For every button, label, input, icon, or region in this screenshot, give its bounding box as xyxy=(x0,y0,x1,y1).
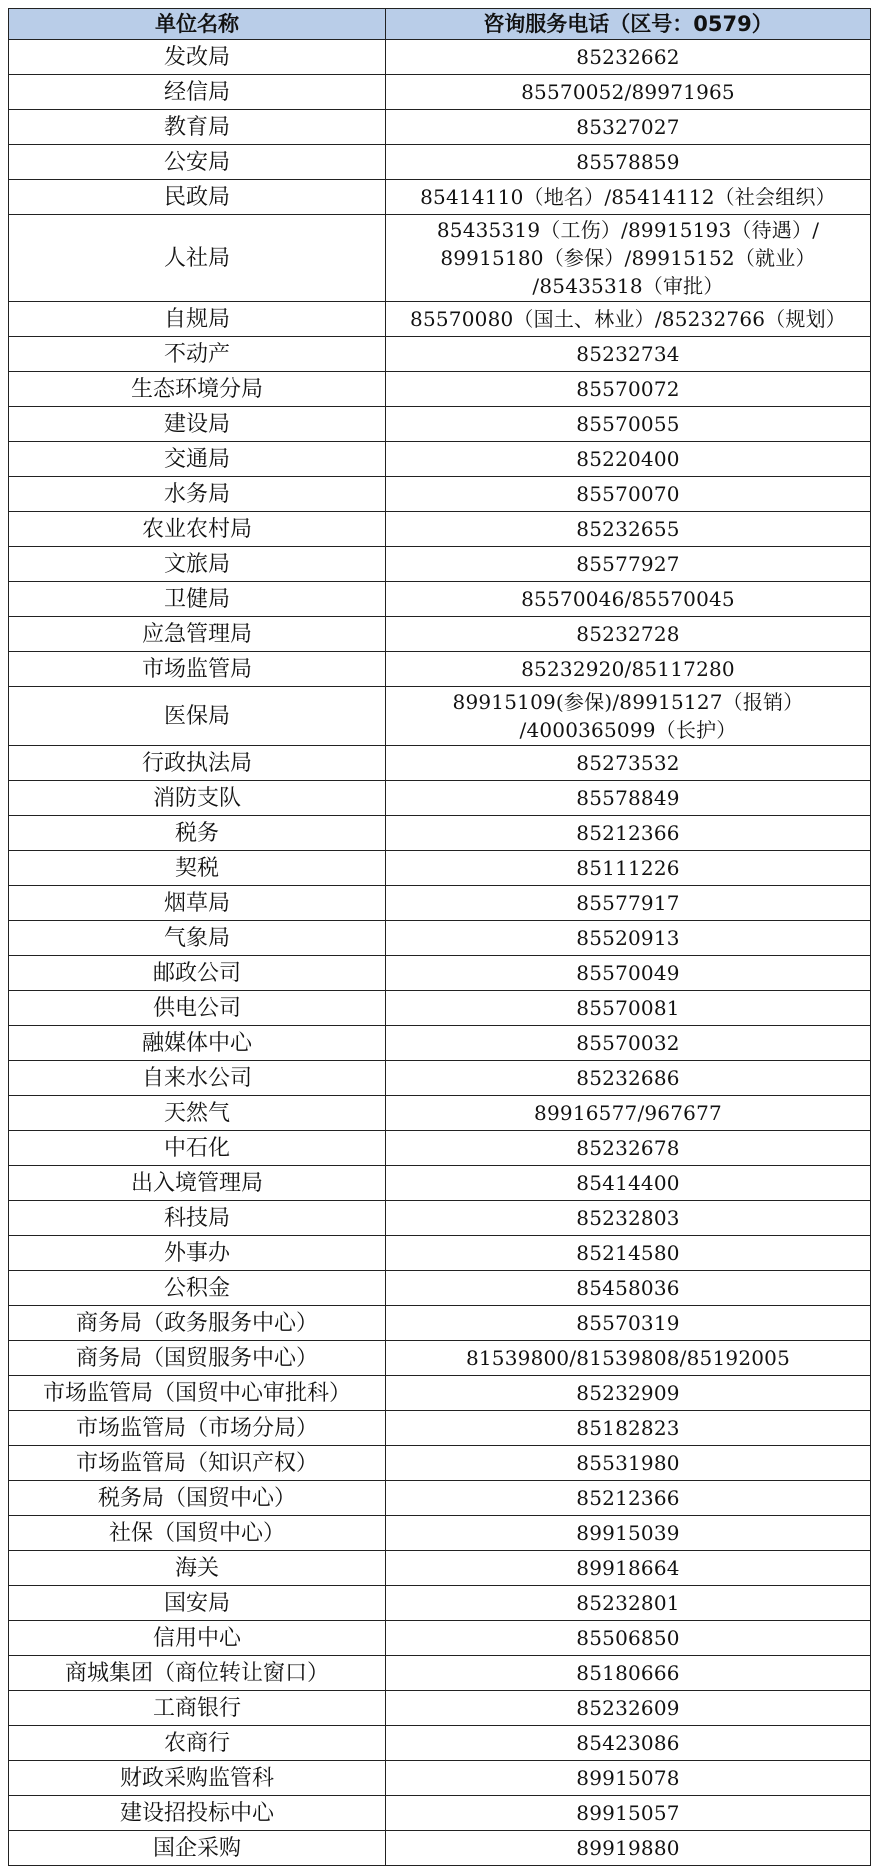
unit-name-cell: 文旅局 xyxy=(9,547,386,582)
phone-cell xyxy=(386,1761,871,1796)
unit-name-cell: 医保局 xyxy=(9,687,386,746)
phone-cell xyxy=(386,1236,871,1271)
phone-line: 85414400 xyxy=(576,1170,680,1195)
table-row xyxy=(9,1306,871,1341)
table-row xyxy=(9,816,871,851)
phone-cell xyxy=(386,1201,871,1236)
unit-name-cell: 商务局（政务服务中心） xyxy=(9,1306,386,1341)
unit-name-cell: 天然气 xyxy=(9,1096,386,1131)
header-unit-name: 单位名称 xyxy=(9,9,386,40)
service-phone-table xyxy=(8,8,871,1866)
table-row xyxy=(9,1271,871,1306)
phone-cell xyxy=(386,1796,871,1831)
phone-line: 85232803 xyxy=(576,1205,680,1230)
phone-line: 85577917 xyxy=(576,890,680,915)
table-row xyxy=(9,547,871,582)
unit-name-cell: 商务局（国贸服务中心） xyxy=(9,1341,386,1376)
table-row xyxy=(9,1411,871,1446)
unit-name-cell: 卫健局 xyxy=(9,582,386,617)
unit-name-cell: 社保（国贸中心） xyxy=(9,1516,386,1551)
unit-name-cell: 行政执法局 xyxy=(9,746,386,781)
phone-line: 85423086 xyxy=(576,1730,680,1755)
table-row xyxy=(9,512,871,547)
unit-name-cell: 教育局 xyxy=(9,110,386,145)
unit-name-cell: 农业农村局 xyxy=(9,512,386,547)
phone-cell xyxy=(386,145,871,180)
unit-name-cell: 气象局 xyxy=(9,921,386,956)
phone-line: 85232609 xyxy=(576,1695,680,1720)
phone-cell xyxy=(386,1516,871,1551)
unit-name-cell: 契税 xyxy=(9,851,386,886)
unit-name-cell: 出入境管理局 xyxy=(9,1166,386,1201)
unit-name-cell: 市场监管局 xyxy=(9,652,386,687)
phone-cell xyxy=(386,110,871,145)
header-row xyxy=(9,9,871,40)
unit-name-cell: 建设局 xyxy=(9,407,386,442)
phone-line: 85578859 xyxy=(576,149,680,174)
phone-cell xyxy=(386,1726,871,1761)
phone-cell xyxy=(386,40,871,75)
table-row xyxy=(9,921,871,956)
phone-line: 85570032 xyxy=(576,1030,680,1055)
phone-line: 89915078 xyxy=(576,1765,680,1790)
table-row xyxy=(9,1516,871,1551)
phone-line: 85232728 xyxy=(576,621,680,646)
table-row xyxy=(9,1481,871,1516)
table-row xyxy=(9,851,871,886)
phone-line: 85232801 xyxy=(576,1590,680,1615)
phone-cell xyxy=(386,746,871,781)
phone-line: 85520913 xyxy=(576,925,680,950)
phone-cell xyxy=(386,1166,871,1201)
phone-line: 89915109(参保)/89915127（报销） xyxy=(452,690,804,714)
phone-cell xyxy=(386,1831,871,1866)
unit-name-cell: 不动产 xyxy=(9,337,386,372)
table-row xyxy=(9,687,871,746)
table-body xyxy=(9,40,871,1866)
table-row xyxy=(9,1796,871,1831)
unit-name-cell: 消防支队 xyxy=(9,781,386,816)
phone-line: 85506850 xyxy=(576,1625,680,1650)
table-row xyxy=(9,40,871,75)
phone-cell xyxy=(386,1621,871,1656)
phone-cell xyxy=(386,886,871,921)
phone-line: /85435318（审批） xyxy=(532,274,724,298)
unit-name-cell: 公积金 xyxy=(9,1271,386,1306)
phone-line: 85232734 xyxy=(576,341,680,366)
phone-cell xyxy=(386,512,871,547)
phone-cell xyxy=(386,1306,871,1341)
phone-line: 85214580 xyxy=(576,1240,680,1265)
header-phone: 咨询服务电话（区号：0579） xyxy=(386,9,871,40)
unit-name-cell: 财政采购监管科 xyxy=(9,1761,386,1796)
phone-cell xyxy=(386,215,871,302)
phone-line: 85570046/85570045 xyxy=(521,586,735,611)
phone-line: 85232920/85117280 xyxy=(521,656,735,681)
phone-line: 85531980 xyxy=(576,1450,680,1475)
phone-line: 85327027 xyxy=(576,114,680,139)
table-row xyxy=(9,1341,871,1376)
phone-cell xyxy=(386,1061,871,1096)
table-row xyxy=(9,407,871,442)
table-row xyxy=(9,1236,871,1271)
unit-name-cell: 工商银行 xyxy=(9,1691,386,1726)
table-row xyxy=(9,1621,871,1656)
phone-line: 85578849 xyxy=(576,785,680,810)
phone-cell xyxy=(386,1376,871,1411)
table-row xyxy=(9,372,871,407)
unit-name-cell: 市场监管局（国贸中心审批科） xyxy=(9,1376,386,1411)
phone-cell xyxy=(386,1026,871,1061)
phone-cell xyxy=(386,956,871,991)
table-row xyxy=(9,1096,871,1131)
phone-line: 85212366 xyxy=(576,1485,680,1510)
phone-line: 85182823 xyxy=(576,1415,680,1440)
phone-line: 89915180（参保）/89915152（就业） xyxy=(440,246,816,270)
phone-line: 85570049 xyxy=(576,960,680,985)
phone-line: 85111226 xyxy=(576,855,680,880)
phone-line: 85435319（工伤）/89915193（待遇）/ xyxy=(436,218,820,242)
phone-line: 85570070 xyxy=(576,481,680,506)
phone-cell xyxy=(386,991,871,1026)
phone-line: 81539800/81539808/85192005 xyxy=(465,1345,791,1370)
unit-name-cell: 民政局 xyxy=(9,180,386,215)
table-row xyxy=(9,145,871,180)
phone-cell xyxy=(386,1131,871,1166)
phone-line: 85570052/89971965 xyxy=(521,79,735,104)
table-row xyxy=(9,337,871,372)
phone-cell xyxy=(386,372,871,407)
phone-line: 85232686 xyxy=(576,1065,680,1090)
table-row xyxy=(9,1376,871,1411)
phone-cell xyxy=(386,582,871,617)
phone-cell xyxy=(386,921,871,956)
phone-cell xyxy=(386,1656,871,1691)
phone-cell xyxy=(386,652,871,687)
table-row xyxy=(9,991,871,1026)
phone-line: 85232909 xyxy=(576,1380,680,1405)
unit-name-cell: 自来水公司 xyxy=(9,1061,386,1096)
unit-name-cell: 经信局 xyxy=(9,75,386,110)
phone-line: 85458036 xyxy=(576,1275,680,1300)
phone-line: 85570072 xyxy=(576,376,680,401)
phone-line: 85570080（国土、林业）/85232766（规划） xyxy=(410,306,846,331)
unit-name-cell: 市场监管局（市场分局） xyxy=(9,1411,386,1446)
unit-name-cell: 税务 xyxy=(9,816,386,851)
phone-cell xyxy=(386,407,871,442)
phone-line: 85232655 xyxy=(576,516,680,541)
phone-line: 85273532 xyxy=(576,750,680,775)
unit-name-cell: 国企采购 xyxy=(9,1831,386,1866)
unit-name-cell: 国安局 xyxy=(9,1586,386,1621)
phone-line: 89918664 xyxy=(576,1555,680,1580)
unit-name-cell: 公安局 xyxy=(9,145,386,180)
phone-line: 85414110（地名）/85414112（社会组织） xyxy=(420,184,836,209)
table-row xyxy=(9,886,871,921)
phone-cell xyxy=(386,781,871,816)
table-row xyxy=(9,215,871,302)
unit-name-cell: 融媒体中心 xyxy=(9,1026,386,1061)
unit-name-cell: 海关 xyxy=(9,1551,386,1586)
phone-cell xyxy=(386,816,871,851)
table-header xyxy=(9,9,871,40)
phone-line: 89919880 xyxy=(576,1835,680,1860)
phone-cell xyxy=(386,1586,871,1621)
unit-name-cell: 信用中心 xyxy=(9,1621,386,1656)
table-row xyxy=(9,652,871,687)
table-row xyxy=(9,1166,871,1201)
unit-name-cell: 人社局 xyxy=(9,215,386,302)
phone-cell xyxy=(386,547,871,582)
table-row xyxy=(9,956,871,991)
unit-name-cell: 邮政公司 xyxy=(9,956,386,991)
phone-line: 85180666 xyxy=(576,1660,680,1685)
table-row xyxy=(9,781,871,816)
table-row xyxy=(9,582,871,617)
phone-line: 85570081 xyxy=(576,995,680,1020)
table-row xyxy=(9,1061,871,1096)
phone-line: 85220400 xyxy=(576,446,680,471)
phone-cell xyxy=(386,337,871,372)
phone-line: 85212366 xyxy=(576,820,680,845)
unit-name-cell: 税务局（国贸中心） xyxy=(9,1481,386,1516)
unit-name-cell: 科技局 xyxy=(9,1201,386,1236)
phone-cell xyxy=(386,1411,871,1446)
table-row xyxy=(9,1586,871,1621)
table-row xyxy=(9,1026,871,1061)
phone-cell xyxy=(386,1096,871,1131)
unit-name-cell: 供电公司 xyxy=(9,991,386,1026)
phone-cell xyxy=(386,1271,871,1306)
phone-cell xyxy=(386,1446,871,1481)
table-row xyxy=(9,1656,871,1691)
table-row xyxy=(9,617,871,652)
unit-name-cell: 外事办 xyxy=(9,1236,386,1271)
unit-name-cell: 自规局 xyxy=(9,302,386,337)
phone-line: 89915039 xyxy=(576,1520,680,1545)
phone-line: 85232662 xyxy=(576,44,680,69)
phone-cell xyxy=(386,687,871,746)
phone-line: 89916577/967677 xyxy=(534,1100,722,1125)
unit-name-cell: 中石化 xyxy=(9,1131,386,1166)
phone-cell xyxy=(386,1551,871,1586)
phone-cell xyxy=(386,180,871,215)
unit-name-cell: 农商行 xyxy=(9,1726,386,1761)
phone-cell xyxy=(386,442,871,477)
phone-cell xyxy=(386,1341,871,1376)
table-row xyxy=(9,746,871,781)
table-row xyxy=(9,1761,871,1796)
phone-line: 85232678 xyxy=(576,1135,680,1160)
phone-cell xyxy=(386,1481,871,1516)
unit-name-cell: 交通局 xyxy=(9,442,386,477)
table-row xyxy=(9,302,871,337)
table-row xyxy=(9,477,871,512)
phone-line: 85570319 xyxy=(576,1310,680,1335)
phone-line: 89915057 xyxy=(576,1800,680,1825)
phone-line: 85570055 xyxy=(576,411,680,436)
unit-name-cell: 建设招投标中心 xyxy=(9,1796,386,1831)
unit-name-cell: 应急管理局 xyxy=(9,617,386,652)
phone-cell xyxy=(386,851,871,886)
table-row xyxy=(9,1726,871,1761)
unit-name-cell: 发改局 xyxy=(9,40,386,75)
phone-cell xyxy=(386,75,871,110)
unit-name-cell: 生态环境分局 xyxy=(9,372,386,407)
phone-cell xyxy=(386,302,871,337)
unit-name-cell: 市场监管局（知识产权） xyxy=(9,1446,386,1481)
table-row xyxy=(9,1551,871,1586)
phone-line: 85577927 xyxy=(576,551,680,576)
table-row xyxy=(9,1691,871,1726)
table-row xyxy=(9,110,871,145)
table-row xyxy=(9,75,871,110)
table-row xyxy=(9,442,871,477)
phone-cell xyxy=(386,617,871,652)
unit-name-cell: 商城集团（商位转让窗口） xyxy=(9,1656,386,1691)
table-row xyxy=(9,180,871,215)
unit-name-cell: 烟草局 xyxy=(9,886,386,921)
phone-line: /4000365099（长护） xyxy=(519,718,737,742)
phone-cell xyxy=(386,477,871,512)
table-row xyxy=(9,1831,871,1866)
unit-name-cell: 水务局 xyxy=(9,477,386,512)
phone-cell xyxy=(386,1691,871,1726)
table-row xyxy=(9,1201,871,1236)
table-row xyxy=(9,1446,871,1481)
table-row xyxy=(9,1131,871,1166)
